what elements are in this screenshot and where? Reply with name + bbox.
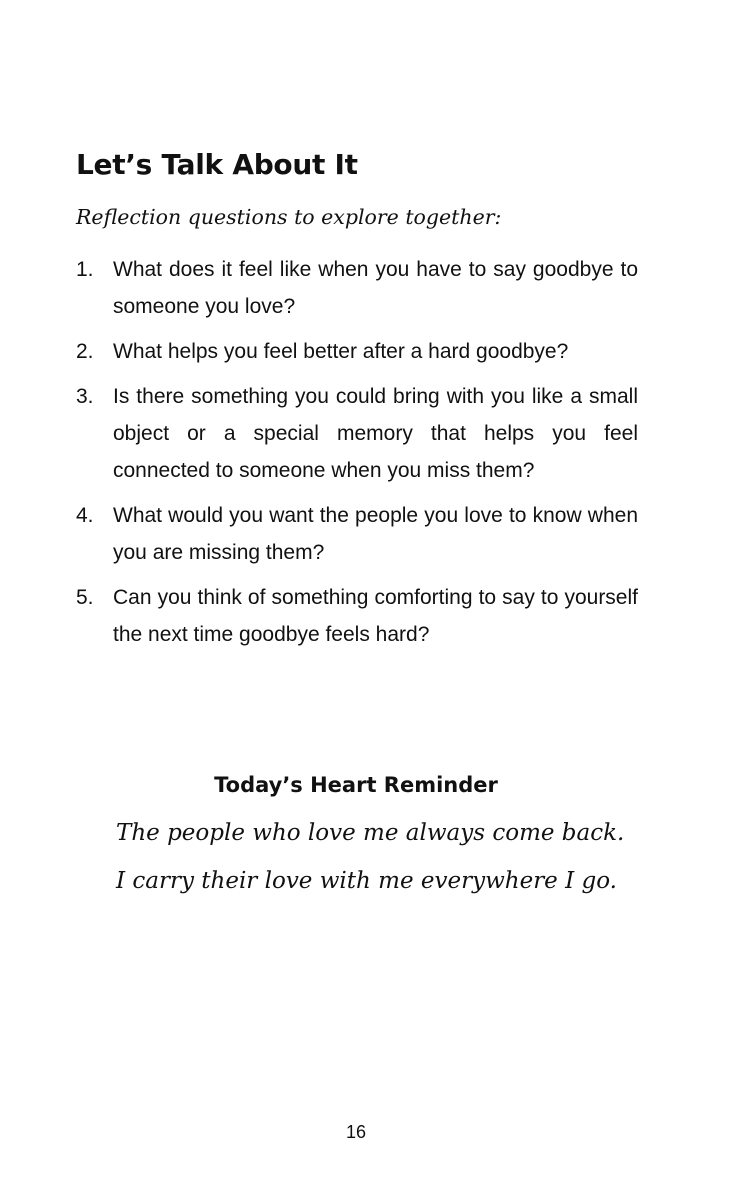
question-number: 1. <box>76 258 94 281</box>
reminder-line: I carry their love with me everywhere I go. <box>116 868 617 894</box>
question-number: 5. <box>76 586 94 609</box>
question-item <box>76 497 638 571</box>
reminder-line: The people who love me always come back. <box>116 820 625 846</box>
question-text: What does it feel like when you have to say goodbye to someone you love? <box>113 258 638 318</box>
question-item <box>76 378 638 489</box>
question-item <box>76 333 638 370</box>
question-text: What would you want the people you love to know when you are missing them? <box>113 504 638 564</box>
section-heading: Let’s Talk About It <box>76 148 358 181</box>
question-item <box>76 251 638 325</box>
question-item <box>76 579 638 653</box>
question-text: Can you think of something comforting to say to yourself the next time goodbye feels hard? <box>113 586 638 646</box>
question-text: What helps you feel better after a hard goodbye? <box>113 340 569 363</box>
reflection-questions-list <box>76 251 638 661</box>
question-text: Is there something you could bring with you like a small object or a special memory that helps you feel connected to someone when you miss them? <box>113 385 638 482</box>
question-number: 4. <box>76 504 94 527</box>
question-number: 3. <box>76 385 94 408</box>
question-number: 2. <box>76 340 94 363</box>
intro-text: Reflection questions to explore together: <box>76 205 502 229</box>
page-number: 16 <box>345 1122 367 1142</box>
reminder-title: Today’s Heart Reminder <box>214 773 498 797</box>
